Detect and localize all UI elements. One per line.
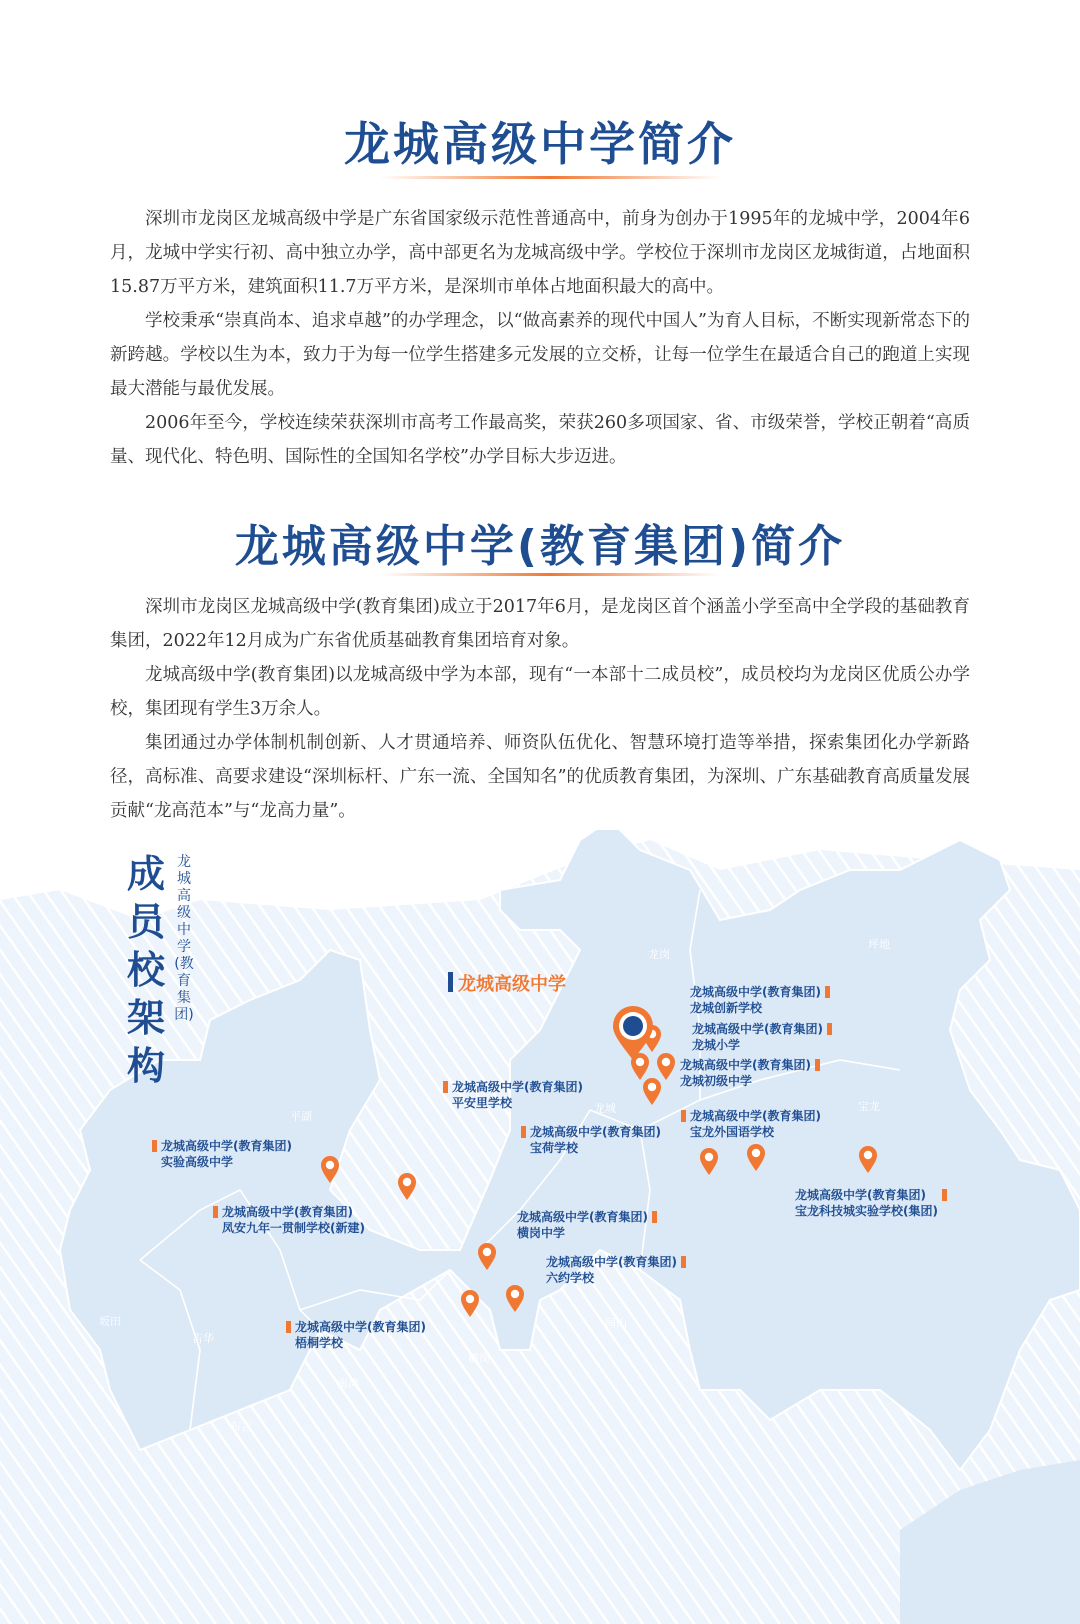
paragraph: 深圳市龙岗区龙城高级中学是广东省国家级示范性普通高中，前身为创办于1995年的龙城中学，2004年6月，龙城中学实行初、高中独立办学，高中部更名为龙城高级中学。学校位于深圳市龙岗区龙城街道，占地面积15.87万平方米，建筑面积11.7万平方米，是深圳市单体占地面积最大的高中。 xyxy=(110,209,970,297)
district-label: 吉华 xyxy=(192,1332,214,1345)
school-label[interactable]: 龙城高级中学(教育集团) 宝荷学校 xyxy=(530,1124,661,1156)
hq-label[interactable]: 龙城高级中学 xyxy=(458,974,566,995)
school-label[interactable]: 龙城高级中学(教育集团) 龙城创新学校 xyxy=(690,984,821,1016)
section-title: 龙城高级中学(教育集团)简介 xyxy=(234,521,846,572)
paragraph: 深圳市龙岗区龙城高级中学(教育集团)成立于2017年6月，是龙岗区首个涵盖小学至高中全学段的基础教育集团，2022年12月成为广东省优质基础教育集团培育对象。 xyxy=(110,597,970,651)
paragraph: 龙城高级中学(教育集团)以龙城高级中学为本部，现有“一本部十二成员校”，成员校均为龙岗区优质公办学校，集团现有学生3万余人。 xyxy=(110,665,970,719)
school-label[interactable]: 龙城高级中学(教育集团) 宝龙科技城实验学校(集团) xyxy=(795,1187,938,1219)
paragraph: 学校秉承“崇真尚本、追求卓越”的办学理念，以“做高素养的现代中国人”为育人目标，不断实现新常态下的新跨越。学校以生为本，致力于为每一位学生搭建多元发展的立交桥，让每一位学生在最适合自己的跑道上实现最大潜能与最优发展。 xyxy=(110,311,970,399)
school-label[interactable]: 龙城高级中学(教育集团) 龙城小学 xyxy=(692,1021,823,1053)
district-label: 龙岗 xyxy=(648,948,670,961)
school-label[interactable]: 龙城高级中学(教育集团) 凤安九年一贯制学校(新建) xyxy=(222,1204,365,1236)
district-label: 宝龙 xyxy=(858,1100,880,1113)
school-label[interactable]: 龙城高级中学(教育集团) 龙城初级中学 xyxy=(680,1057,811,1089)
group-intro-section xyxy=(110,590,970,828)
school-label[interactable]: 龙城高级中学(教育集团) 梧桐学校 xyxy=(295,1319,426,1351)
map-title: 成员校架构 xyxy=(126,852,165,1088)
district-label: 横岗 xyxy=(468,1352,490,1365)
district-label: 园山 xyxy=(605,1317,627,1330)
title-underline xyxy=(380,176,720,179)
paragraph: 集团通过办学体制机制创新、人才贯通培养、师资队伍优化、智慧环境打造等举措，探索集团化办学新路径，高标准、高要求建设“深圳标杆、广东一流、全国知名”的优质教育集团，为深圳、广东基础教育高质量发展贡献“龙高范本”与“龙高力量”。 xyxy=(110,733,970,821)
school-label[interactable]: 龙城高级中学(教育集团) 横岗中学 xyxy=(517,1209,648,1241)
intro-section xyxy=(110,202,970,474)
district-label: 平湖 xyxy=(290,1110,312,1123)
district-label: 南湾 xyxy=(337,1377,359,1390)
school-label[interactable]: 龙城高级中学(教育集团) 六约学校 xyxy=(546,1254,677,1286)
school-label[interactable]: 龙城高级中学(教育集团) 宝龙外国语学校 xyxy=(690,1108,821,1140)
paragraph: 2006年至今，学校连续荣获深圳市高考工作最高奖，荣获260多项国家、省、市级荣誉，学校正朝着“高质量、现代化、特色明、国际性的全国知名学校”办学目标大步迈进。 xyxy=(110,413,970,467)
page-title: 龙城高级中学简介 xyxy=(344,117,736,171)
hq-label-bar xyxy=(448,972,453,992)
school-label[interactable]: 龙城高级中学(教育集团) 实验高级中学 xyxy=(161,1138,292,1170)
district-label: 坪地 xyxy=(868,938,890,951)
map-subtitle: 龙城高级中学(教育集团) xyxy=(174,854,194,1023)
district-label: 龙城 xyxy=(594,1102,616,1115)
district-label: 坂田 xyxy=(99,1315,121,1328)
district-label: 布吉 xyxy=(230,1420,252,1433)
member-school-map xyxy=(0,830,1080,1624)
school-label[interactable]: 龙城高级中学(教育集团) 平安里学校 xyxy=(452,1079,583,1111)
title-underline xyxy=(380,573,720,576)
